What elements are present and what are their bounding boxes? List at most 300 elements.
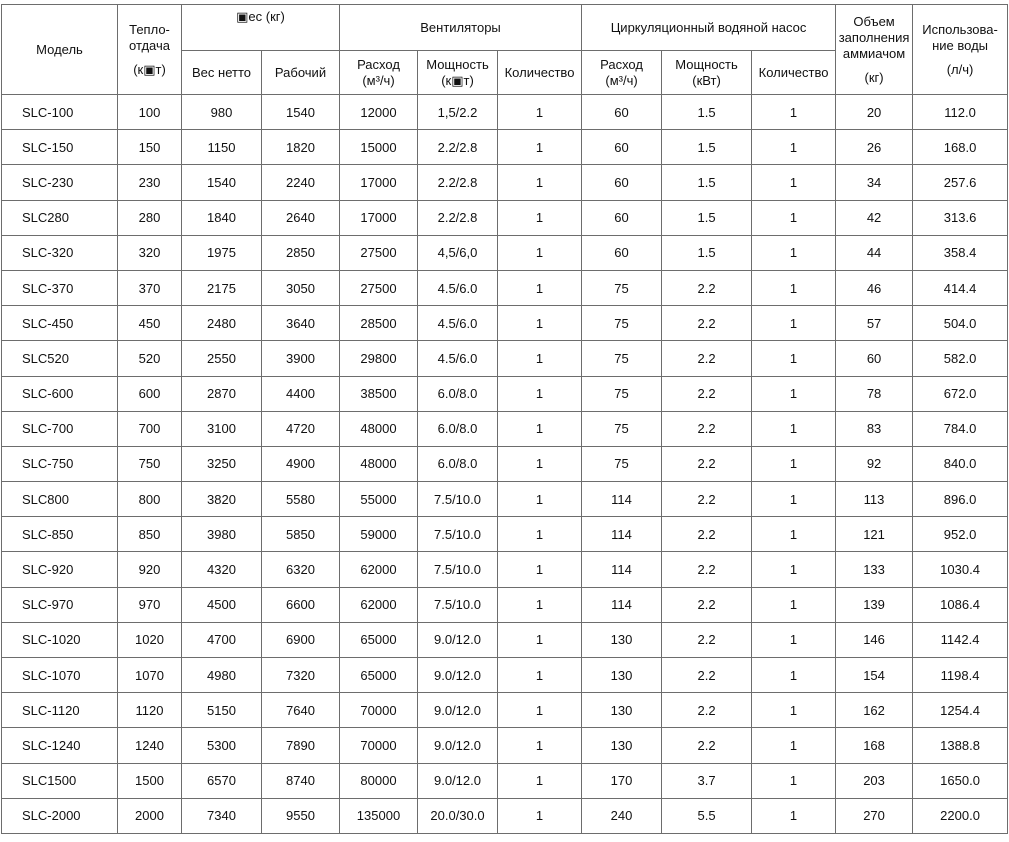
cell-fan-quantity: 1 (498, 763, 582, 798)
cell-water: 1388.8 (913, 728, 1008, 763)
table-row (2, 165, 1008, 200)
cell-pump-quantity: 1 (752, 693, 836, 728)
cell-weight-net: 3980 (182, 517, 262, 552)
cell-pump-power: 1.5 (662, 130, 752, 165)
cell-water: 1254.4 (913, 693, 1008, 728)
cell-water: 2200.0 (913, 798, 1008, 833)
table-row (2, 693, 1008, 728)
cell-weight-working: 8740 (262, 763, 340, 798)
cell-fan-power: 7.5/10.0 (418, 587, 498, 622)
cell-pump-flow: 240 (582, 798, 662, 833)
cell-weight-net: 3820 (182, 482, 262, 517)
cell-fan-flow: 55000 (340, 482, 418, 517)
cell-weight-net: 1540 (182, 165, 262, 200)
table-row (2, 446, 1008, 481)
cell-water: 896.0 (913, 482, 1008, 517)
cell-water: 1030.4 (913, 552, 1008, 587)
header-ammonia-line3: аммиачом (842, 45, 906, 61)
cell-pump-flow: 114 (582, 552, 662, 587)
table-row (2, 658, 1008, 693)
cell-pump-quantity: 1 (752, 658, 836, 693)
cell-water: 952.0 (913, 517, 1008, 552)
cell-fan-power: 7.5/10.0 (418, 517, 498, 552)
cell-weight-net: 5150 (182, 693, 262, 728)
cell-ammonia: 34 (836, 165, 913, 200)
cell-fan-quantity: 1 (498, 622, 582, 657)
cell-weight-working: 6320 (262, 552, 340, 587)
header-water-line1: Использова- (922, 21, 998, 37)
header-pump-power-unit: (кВт) (692, 72, 721, 88)
cell-fan-quantity: 1 (498, 306, 582, 341)
cell-heat-output: 100 (118, 95, 182, 130)
cell-fan-power: 7.5/10.0 (418, 552, 498, 587)
cell-pump-flow: 130 (582, 622, 662, 657)
cell-fan-flow: 29800 (340, 341, 418, 376)
table-row (2, 798, 1008, 833)
cell-pump-power: 3.7 (662, 763, 752, 798)
cell-fan-power: 9.0/12.0 (418, 728, 498, 763)
cell-weight-net: 4700 (182, 622, 262, 657)
cell-fan-flow: 70000 (340, 693, 418, 728)
cell-water: 168.0 (913, 130, 1008, 165)
cell-weight-working: 5850 (262, 517, 340, 552)
cell-pump-flow: 60 (582, 130, 662, 165)
cell-pump-power: 1.5 (662, 200, 752, 235)
cell-pump-flow: 114 (582, 517, 662, 552)
cell-fan-power: 4.5/6.0 (418, 306, 498, 341)
cell-model: SLC-230 (2, 165, 118, 200)
header-pump-flow-unit: (м³/ч) (605, 72, 638, 88)
cell-pump-flow: 75 (582, 306, 662, 341)
cell-weight-working: 1820 (262, 130, 340, 165)
cell-fan-flow: 28500 (340, 306, 418, 341)
cell-fan-quantity: 1 (498, 587, 582, 622)
cell-ammonia: 83 (836, 411, 913, 446)
header-heat-output-unit: (к▣т) (133, 61, 166, 77)
header-fan-power (418, 51, 498, 95)
header-ammonia-unit: (кг) (864, 69, 884, 85)
cell-pump-power: 2.2 (662, 376, 752, 411)
table-row (2, 728, 1008, 763)
cell-ammonia: 92 (836, 446, 913, 481)
table-row (2, 517, 1008, 552)
cell-pump-flow: 130 (582, 693, 662, 728)
header-ammonia-line2: заполнения (838, 29, 910, 45)
header-pump-flow-label: Расход (600, 56, 643, 72)
cell-ammonia: 44 (836, 235, 913, 270)
header-fan-power-label: Мощность (426, 56, 489, 72)
cell-pump-flow: 75 (582, 411, 662, 446)
cell-weight-working: 9550 (262, 798, 340, 833)
cell-water: 1650.0 (913, 763, 1008, 798)
cell-weight-working: 6900 (262, 622, 340, 657)
cell-fan-flow: 65000 (340, 658, 418, 693)
cell-fan-power: 2.2/2.8 (418, 130, 498, 165)
header-fan-quantity: Количество (498, 51, 582, 95)
table-row (2, 341, 1008, 376)
table-row (2, 411, 1008, 446)
cell-pump-flow: 75 (582, 270, 662, 305)
cell-model: SLC280 (2, 200, 118, 235)
cell-pump-power: 2.2 (662, 306, 752, 341)
cell-fan-flow: 62000 (340, 587, 418, 622)
cell-ammonia: 78 (836, 376, 913, 411)
cell-fan-power: 2.2/2.8 (418, 200, 498, 235)
cell-ammonia: 168 (836, 728, 913, 763)
cell-fan-quantity: 1 (498, 728, 582, 763)
cell-pump-quantity: 1 (752, 517, 836, 552)
cell-model: SLC-750 (2, 446, 118, 481)
cell-weight-net: 2870 (182, 376, 262, 411)
cell-fan-quantity: 1 (498, 270, 582, 305)
cell-water: 1086.4 (913, 587, 1008, 622)
header-fan-flow-label: Расход (357, 56, 400, 72)
cell-fan-flow: 12000 (340, 95, 418, 130)
header-pump-quantity: Количество (752, 51, 836, 95)
cell-pump-power: 2.2 (662, 658, 752, 693)
cell-weight-working: 4720 (262, 411, 340, 446)
header-pump-flow (582, 51, 662, 95)
cell-heat-output: 450 (118, 306, 182, 341)
cell-heat-output: 800 (118, 482, 182, 517)
cell-heat-output: 280 (118, 200, 182, 235)
cell-fan-flow: 48000 (340, 446, 418, 481)
cell-weight-net: 6570 (182, 763, 262, 798)
table-header (2, 5, 1008, 95)
cell-weight-net: 2480 (182, 306, 262, 341)
cell-pump-quantity: 1 (752, 200, 836, 235)
cell-weight-net: 2175 (182, 270, 262, 305)
table-row (2, 270, 1008, 305)
cell-model: SLC-1070 (2, 658, 118, 693)
specifications-table (1, 4, 1008, 834)
header-fans-group: Вентиляторы (340, 5, 582, 51)
cell-weight-net: 980 (182, 95, 262, 130)
cell-water: 840.0 (913, 446, 1008, 481)
cell-fan-power: 6.0/8.0 (418, 411, 498, 446)
cell-ammonia: 42 (836, 200, 913, 235)
cell-model: SLC-970 (2, 587, 118, 622)
cell-water: 358.4 (913, 235, 1008, 270)
cell-weight-net: 7340 (182, 798, 262, 833)
cell-pump-flow: 75 (582, 376, 662, 411)
cell-pump-power: 1.5 (662, 235, 752, 270)
cell-fan-quantity: 1 (498, 376, 582, 411)
cell-pump-power: 2.2 (662, 446, 752, 481)
cell-model: SLC520 (2, 341, 118, 376)
header-model: Модель (2, 5, 118, 95)
cell-water: 257.6 (913, 165, 1008, 200)
cell-fan-quantity: 1 (498, 165, 582, 200)
cell-pump-flow: 60 (582, 165, 662, 200)
table-row (2, 235, 1008, 270)
cell-model: SLC-920 (2, 552, 118, 587)
header-heat-output-line2: отдача (129, 37, 170, 53)
cell-water: 414.4 (913, 270, 1008, 305)
cell-water: 112.0 (913, 95, 1008, 130)
cell-weight-net: 3100 (182, 411, 262, 446)
cell-pump-power: 1.5 (662, 165, 752, 200)
cell-fan-power: 9.0/12.0 (418, 763, 498, 798)
cell-weight-working: 7640 (262, 693, 340, 728)
cell-heat-output: 700 (118, 411, 182, 446)
cell-ammonia: 139 (836, 587, 913, 622)
cell-fan-quantity: 1 (498, 411, 582, 446)
cell-pump-power: 2.2 (662, 587, 752, 622)
table-row (2, 200, 1008, 235)
cell-fan-flow: 17000 (340, 200, 418, 235)
cell-heat-output: 520 (118, 341, 182, 376)
cell-water: 672.0 (913, 376, 1008, 411)
cell-pump-flow: 130 (582, 658, 662, 693)
header-weight-group: ▣ес (кг) (182, 5, 340, 51)
cell-pump-flow: 60 (582, 95, 662, 130)
cell-model: SLC-370 (2, 270, 118, 305)
table-row (2, 95, 1008, 130)
cell-weight-working: 1540 (262, 95, 340, 130)
cell-pump-quantity: 1 (752, 798, 836, 833)
cell-fan-flow: 48000 (340, 411, 418, 446)
cell-pump-quantity: 1 (752, 130, 836, 165)
cell-water: 582.0 (913, 341, 1008, 376)
cell-model: SLC-450 (2, 306, 118, 341)
cell-model: SLC-150 (2, 130, 118, 165)
cell-fan-power: 4.5/6.0 (418, 341, 498, 376)
cell-model: SLC800 (2, 482, 118, 517)
cell-fan-quantity: 1 (498, 693, 582, 728)
cell-ammonia: 57 (836, 306, 913, 341)
cell-ammonia: 60 (836, 341, 913, 376)
cell-heat-output: 230 (118, 165, 182, 200)
header-ammonia-line1: Объем (853, 13, 895, 29)
cell-water: 1198.4 (913, 658, 1008, 693)
cell-weight-net: 1975 (182, 235, 262, 270)
table-row (2, 763, 1008, 798)
cell-weight-net: 1150 (182, 130, 262, 165)
cell-model: SLC-600 (2, 376, 118, 411)
cell-fan-flow: 27500 (340, 270, 418, 305)
header-water (913, 5, 1008, 95)
cell-pump-quantity: 1 (752, 728, 836, 763)
cell-weight-working: 7890 (262, 728, 340, 763)
header-water-line2: ние воды (932, 37, 988, 53)
header-pump-power (662, 51, 752, 95)
cell-fan-quantity: 1 (498, 798, 582, 833)
header-heat-output (118, 5, 182, 95)
cell-pump-quantity: 1 (752, 95, 836, 130)
cell-fan-flow: 80000 (340, 763, 418, 798)
header-heat-output-line1: Тепло- (129, 21, 170, 37)
cell-pump-power: 2.2 (662, 411, 752, 446)
cell-ammonia: 133 (836, 552, 913, 587)
cell-pump-flow: 75 (582, 341, 662, 376)
cell-weight-working: 4900 (262, 446, 340, 481)
cell-fan-flow: 62000 (340, 552, 418, 587)
cell-ammonia: 203 (836, 763, 913, 798)
cell-heat-output: 1500 (118, 763, 182, 798)
cell-heat-output: 2000 (118, 798, 182, 833)
cell-water: 504.0 (913, 306, 1008, 341)
cell-fan-power: 4.5/6.0 (418, 270, 498, 305)
cell-weight-working: 2240 (262, 165, 340, 200)
cell-model: SLC-700 (2, 411, 118, 446)
cell-heat-output: 1120 (118, 693, 182, 728)
cell-weight-net: 2550 (182, 341, 262, 376)
header-pump-group: Циркуляционный водяной насос (582, 5, 836, 51)
cell-water: 1142.4 (913, 622, 1008, 657)
table-row (2, 306, 1008, 341)
cell-fan-power: 20.0/30.0 (418, 798, 498, 833)
cell-pump-quantity: 1 (752, 235, 836, 270)
cell-heat-output: 320 (118, 235, 182, 270)
cell-pump-flow: 60 (582, 200, 662, 235)
cell-pump-quantity: 1 (752, 587, 836, 622)
cell-pump-power: 2.2 (662, 693, 752, 728)
header-weight-net: Вес нетто (182, 51, 262, 95)
cell-fan-power: 7.5/10.0 (418, 482, 498, 517)
cell-ammonia: 121 (836, 517, 913, 552)
cell-weight-working: 3900 (262, 341, 340, 376)
table-row (2, 482, 1008, 517)
cell-ammonia: 46 (836, 270, 913, 305)
cell-heat-output: 370 (118, 270, 182, 305)
cell-pump-quantity: 1 (752, 341, 836, 376)
cell-fan-quantity: 1 (498, 658, 582, 693)
cell-weight-net: 4320 (182, 552, 262, 587)
cell-weight-net: 4980 (182, 658, 262, 693)
table-row (2, 552, 1008, 587)
cell-fan-power: 4,5/6,0 (418, 235, 498, 270)
cell-weight-working: 3640 (262, 306, 340, 341)
cell-pump-quantity: 1 (752, 446, 836, 481)
cell-pump-power: 1.5 (662, 95, 752, 130)
cell-model: SLC-1240 (2, 728, 118, 763)
cell-water: 313.6 (913, 200, 1008, 235)
cell-pump-quantity: 1 (752, 411, 836, 446)
cell-pump-flow: 114 (582, 587, 662, 622)
cell-fan-power: 9.0/12.0 (418, 622, 498, 657)
cell-pump-quantity: 1 (752, 376, 836, 411)
cell-ammonia: 20 (836, 95, 913, 130)
cell-weight-working: 2640 (262, 200, 340, 235)
cell-pump-quantity: 1 (752, 270, 836, 305)
cell-fan-quantity: 1 (498, 200, 582, 235)
cell-pump-quantity: 1 (752, 622, 836, 657)
header-fan-flow-unit: (м³/ч) (362, 72, 395, 88)
cell-pump-quantity: 1 (752, 165, 836, 200)
cell-fan-flow: 38500 (340, 376, 418, 411)
cell-fan-power: 1,5/2.2 (418, 95, 498, 130)
cell-fan-flow: 135000 (340, 798, 418, 833)
cell-pump-power: 5.5 (662, 798, 752, 833)
cell-weight-net: 4500 (182, 587, 262, 622)
cell-model: SLC1500 (2, 763, 118, 798)
header-fan-power-unit: (к▣т) (441, 72, 474, 88)
cell-heat-output: 1240 (118, 728, 182, 763)
cell-pump-quantity: 1 (752, 306, 836, 341)
cell-weight-net: 3250 (182, 446, 262, 481)
cell-fan-power: 9.0/12.0 (418, 693, 498, 728)
cell-fan-flow: 70000 (340, 728, 418, 763)
cell-pump-flow: 60 (582, 235, 662, 270)
cell-model: SLC-850 (2, 517, 118, 552)
cell-fan-flow: 17000 (340, 165, 418, 200)
cell-fan-flow: 65000 (340, 622, 418, 657)
cell-weight-working: 5580 (262, 482, 340, 517)
cell-fan-power: 6.0/8.0 (418, 446, 498, 481)
cell-model: SLC-2000 (2, 798, 118, 833)
cell-fan-flow: 27500 (340, 235, 418, 270)
cell-model: SLC-320 (2, 235, 118, 270)
cell-pump-power: 2.2 (662, 728, 752, 763)
cell-fan-power: 2.2/2.8 (418, 165, 498, 200)
header-water-unit: (л/ч) (946, 61, 974, 77)
cell-pump-flow: 75 (582, 446, 662, 481)
cell-weight-working: 7320 (262, 658, 340, 693)
cell-heat-output: 600 (118, 376, 182, 411)
cell-pump-quantity: 1 (752, 552, 836, 587)
header-ammonia (836, 5, 913, 95)
cell-weight-net: 1840 (182, 200, 262, 235)
cell-fan-quantity: 1 (498, 517, 582, 552)
cell-ammonia: 26 (836, 130, 913, 165)
cell-weight-working: 3050 (262, 270, 340, 305)
cell-weight-net: 5300 (182, 728, 262, 763)
table-row (2, 622, 1008, 657)
cell-heat-output: 150 (118, 130, 182, 165)
cell-pump-quantity: 1 (752, 763, 836, 798)
cell-pump-power: 2.2 (662, 270, 752, 305)
cell-heat-output: 920 (118, 552, 182, 587)
cell-fan-flow: 15000 (340, 130, 418, 165)
table-row (2, 376, 1008, 411)
cell-fan-quantity: 1 (498, 95, 582, 130)
cell-fan-quantity: 1 (498, 482, 582, 517)
cell-heat-output: 750 (118, 446, 182, 481)
cell-weight-working: 6600 (262, 587, 340, 622)
cell-weight-working: 4400 (262, 376, 340, 411)
cell-ammonia: 270 (836, 798, 913, 833)
cell-ammonia: 154 (836, 658, 913, 693)
header-weight-working: Рабочий (262, 51, 340, 95)
cell-ammonia: 146 (836, 622, 913, 657)
cell-pump-power: 2.2 (662, 341, 752, 376)
cell-weight-working: 2850 (262, 235, 340, 270)
cell-model: SLC-100 (2, 95, 118, 130)
cell-pump-flow: 170 (582, 763, 662, 798)
cell-pump-power: 2.2 (662, 552, 752, 587)
cell-pump-flow: 114 (582, 482, 662, 517)
cell-pump-quantity: 1 (752, 482, 836, 517)
cell-ammonia: 162 (836, 693, 913, 728)
header-fan-flow (340, 51, 418, 95)
cell-model: SLC-1120 (2, 693, 118, 728)
cell-heat-output: 850 (118, 517, 182, 552)
cell-fan-quantity: 1 (498, 235, 582, 270)
cell-fan-quantity: 1 (498, 341, 582, 376)
cell-fan-quantity: 1 (498, 552, 582, 587)
cell-fan-quantity: 1 (498, 446, 582, 481)
cell-fan-power: 6.0/8.0 (418, 376, 498, 411)
cell-pump-power: 2.2 (662, 517, 752, 552)
cell-model: SLC-1020 (2, 622, 118, 657)
cell-water: 784.0 (913, 411, 1008, 446)
header-pump-power-label: Мощность (675, 56, 738, 72)
table-body (2, 95, 1008, 834)
cell-heat-output: 1070 (118, 658, 182, 693)
cell-fan-quantity: 1 (498, 130, 582, 165)
cell-heat-output: 1020 (118, 622, 182, 657)
